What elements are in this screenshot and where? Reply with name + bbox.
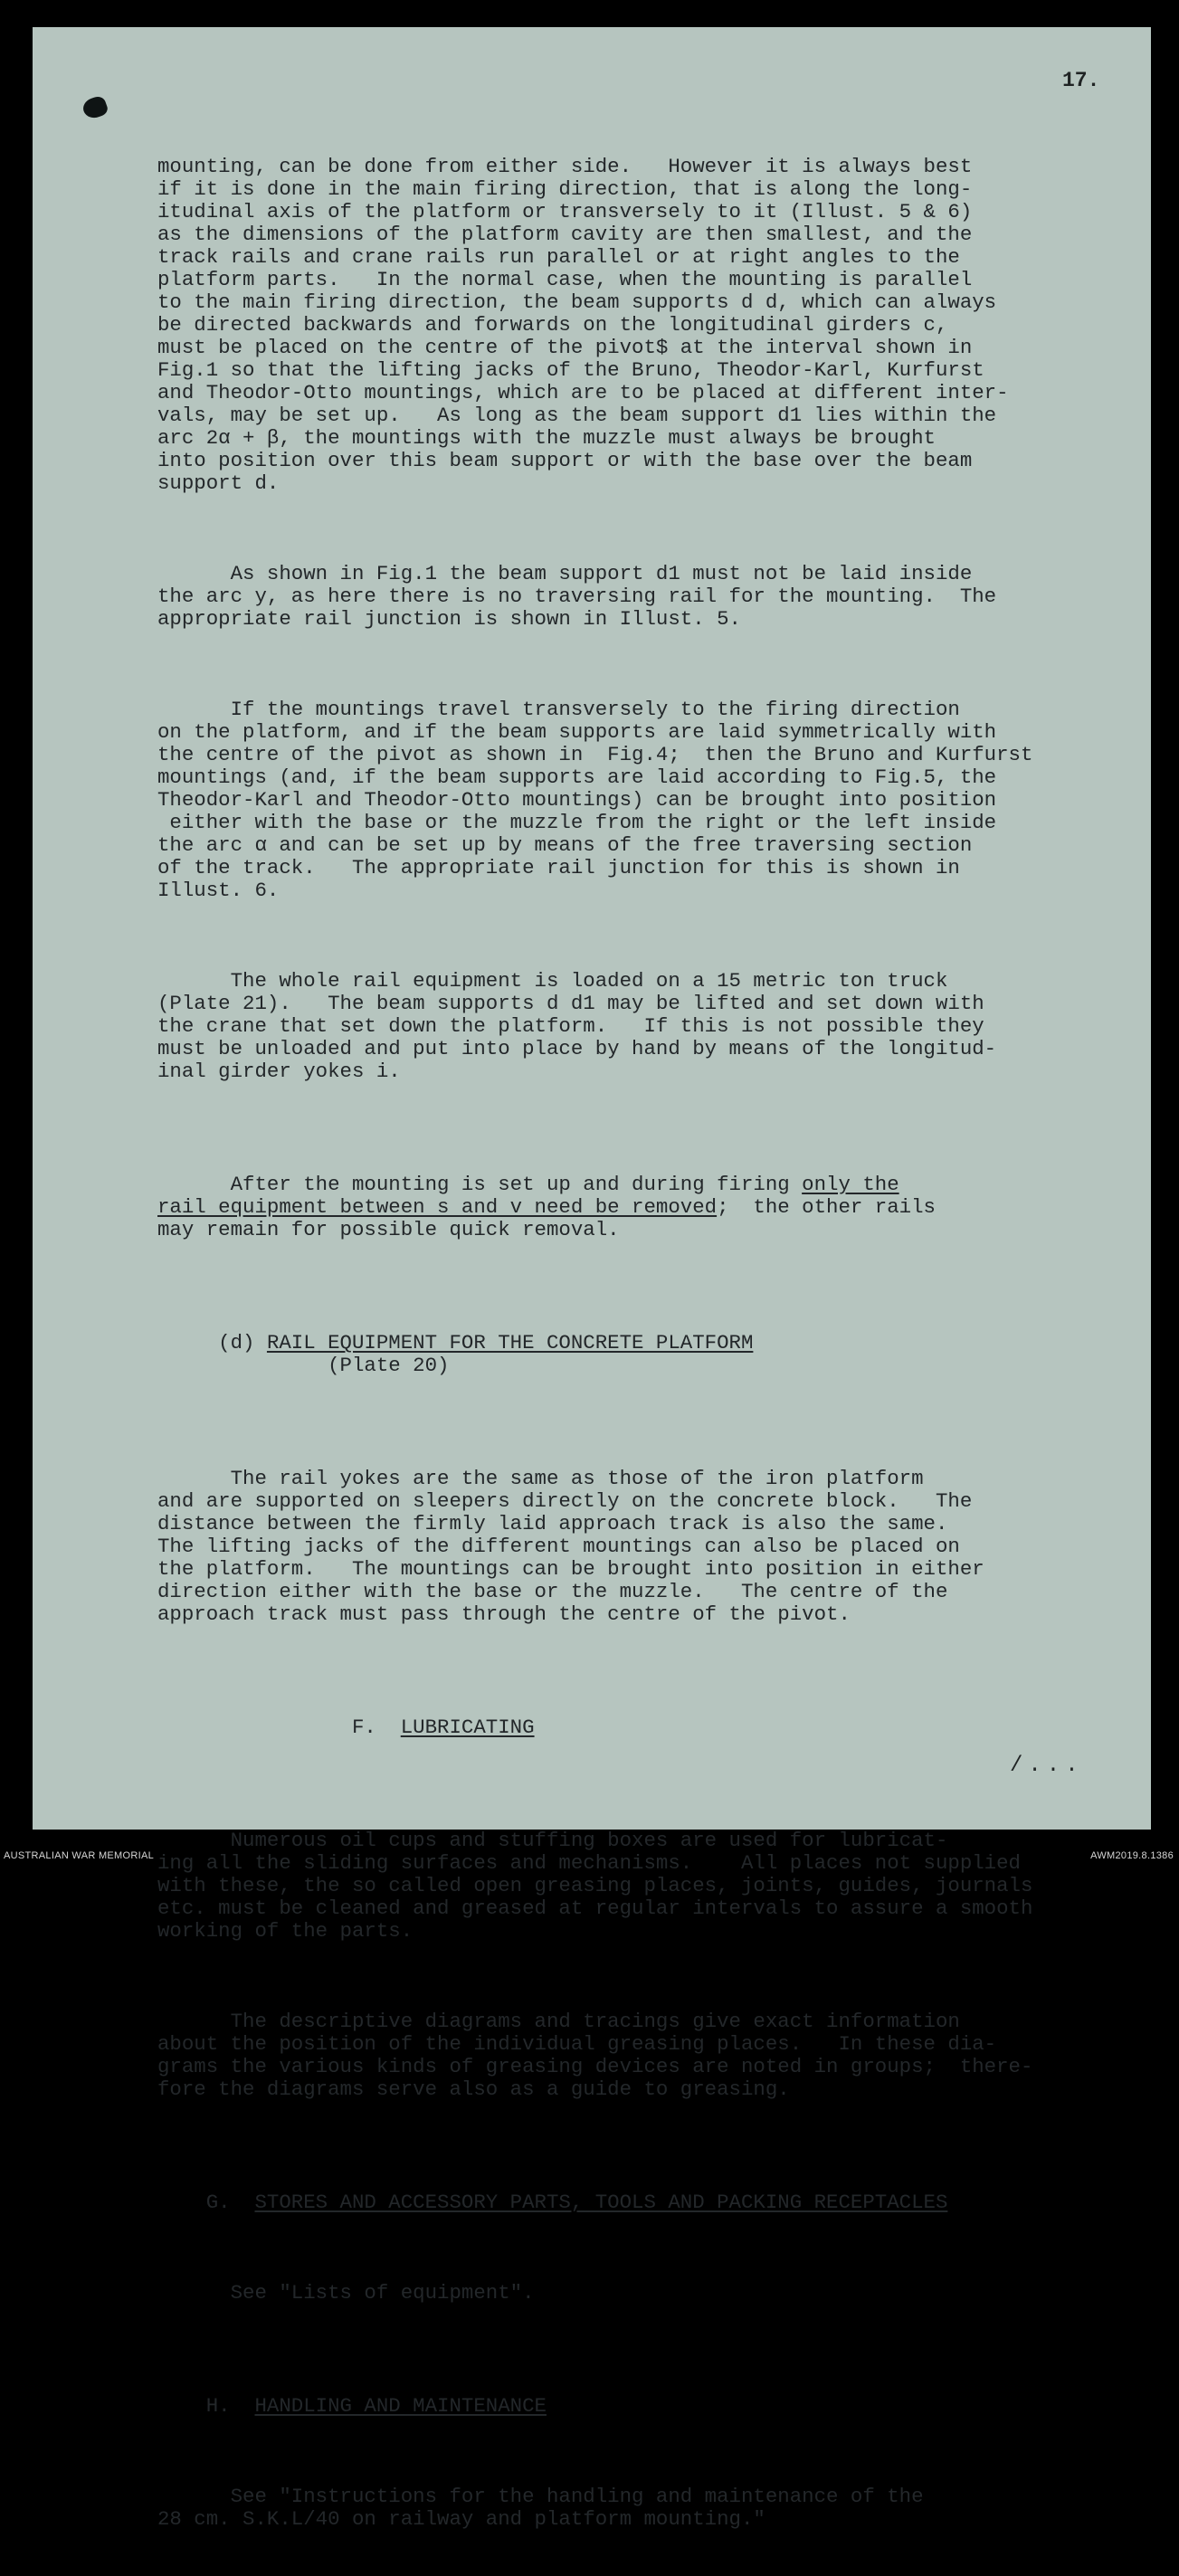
- document-body: [157, 110, 1144, 2576]
- underlined-text: only the: [802, 1173, 899, 1196]
- section-g-title: STORES AND ACCESSORY PARTS, TOOLS AND PACKING RECEPTACLES: [254, 2191, 948, 2214]
- section-f-heading: [157, 1716, 1144, 1739]
- paragraph-fig1-arc: As shown in Fig.1 the beam support d1 must not be laid inside the arc y, as here there is no traversing rail for the mounting. The appropriate rail junction is shown in Illust. 5.: [157, 562, 997, 631]
- underlined-text: rail equipment between s and v need be removed: [157, 1195, 718, 1219]
- footer-accession-number: AWM2019.8.1386: [1090, 1850, 1174, 1861]
- section-g-body: See "Lists of equipment".: [157, 2281, 535, 2305]
- paragraph-lubrication-1: Numerous oil cups and stuffing boxes are used for lubricat- ing all the sliding surfaces and mechanisms. All places not supplied with these, the so called open greasing places, joints, guides, journals etc. must be cleaned and greased at regular intervals to assure a smooth working of the parts.: [157, 1829, 1033, 1943]
- section-h-heading: [157, 2395, 1144, 2418]
- page-number: 17.: [1062, 69, 1100, 92]
- section-h-body: See "Instructions for the handling and maintenance of the 28 cm. S.K.L/40 on railway and platform mounting.": [157, 2485, 924, 2531]
- paragraph-mounting-sides: mounting, can be done from either side. However it is always best if it is done in the main firing direction, that is along the long- itudinal axis of the platform or transversely to it (Illust. 5 & 6) as the dimensions of the platform cavity are then smallest, and the track rails and crane rails run parallel or at right angles to the platform parts. In the normal case, when the mounting is parallel to the main firing direction, the beam supports d d, which can always be directed backwards and forwards on the longitudinal girders c, must be placed on the centre of the pivot$ at the interval shown in Fig.1 so that the lifting jacks of the Bruno, Theodor-Karl, Kurfurst and Theodor-Otto mountings, which are to be placed at different inter- vals, may be set up. As long as the beam support d1 lies within the arc 2α + β, the mountings with the muzzle must always be brought into position over this beam support or with the base over the beam support d.: [157, 155, 1009, 495]
- text-span: may remain for possible quick removal.: [157, 1218, 620, 1241]
- text-span: After the mounting is set up and during firing: [157, 1173, 803, 1196]
- text-span: ; the other rails: [717, 1195, 936, 1219]
- section-d-heading: [157, 1332, 1144, 1377]
- paragraph-concrete-platform: The rail yokes are the same as those of the iron platform and are supported on sleepers directly on the concrete block. The distance between the firmly laid approach track is also the same. The lifting jacks of the different mountings can also be placed on the platform. The mountings can be brought into position in either direction either with the base or the muzzle. The centre of the approach track must pass through the centre of the pivot.: [157, 1467, 984, 1626]
- footer-archive-name: AUSTRALIAN WAR MEMORIAL: [4, 1850, 155, 1861]
- section-d-title: RAIL EQUIPMENT FOR THE CONCRETE PLATFORM: [266, 1331, 754, 1355]
- paragraph-after-setup: [157, 1174, 1144, 1241]
- section-g-prefix: G.: [157, 2191, 255, 2214]
- paragraph-rail-truck: The whole rail equipment is loaded on a 15 metric ton truck (Plate 21). The beam supports d d1 may be lifted and set down with the crane that set down the platform. If this is not possible they must be unloaded and put into place by hand by means of the longitud- inal girder yokes i.: [157, 969, 997, 1083]
- section-h-title: HANDLING AND MAINTENANCE: [254, 2394, 547, 2418]
- section-f-prefix: F.: [157, 1716, 401, 1739]
- section-g-heading: [157, 2191, 1144, 2214]
- section-h-prefix: H.: [157, 2394, 255, 2418]
- continuation-mark: /...: [1010, 1754, 1084, 1778]
- section-f-title: LUBRICATING: [400, 1716, 535, 1739]
- paragraph-lubrication-2: The descriptive diagrams and tracings give exact information about the position of the individual greasing places. In these dia- grams the various kinds of greasing devices are noted in groups; there- fore the diagrams serve also as a guide to greasing.: [157, 2010, 1033, 2101]
- paragraph-transverse-travel: If the mountings travel transversely to the firing direction on the platform, and if the beam supports are laid symmetrically with the centre of the pivot as shown in Fig.4; then the Bruno and Kurfurst mountings (and, if the beam supports are laid according to Fig.5, the Theodor-Karl and Theodor-Otto mountings) can be brought into position either with the base or the muzzle from the right or the left inside the arc α and can be set up by means of the free traversing section of the track. The appropriate rail junction for this is shown in Illust. 6.: [157, 698, 1033, 902]
- section-d-prefix: (d): [157, 1331, 267, 1355]
- section-d-subtitle: (Plate 20): [157, 1354, 450, 1377]
